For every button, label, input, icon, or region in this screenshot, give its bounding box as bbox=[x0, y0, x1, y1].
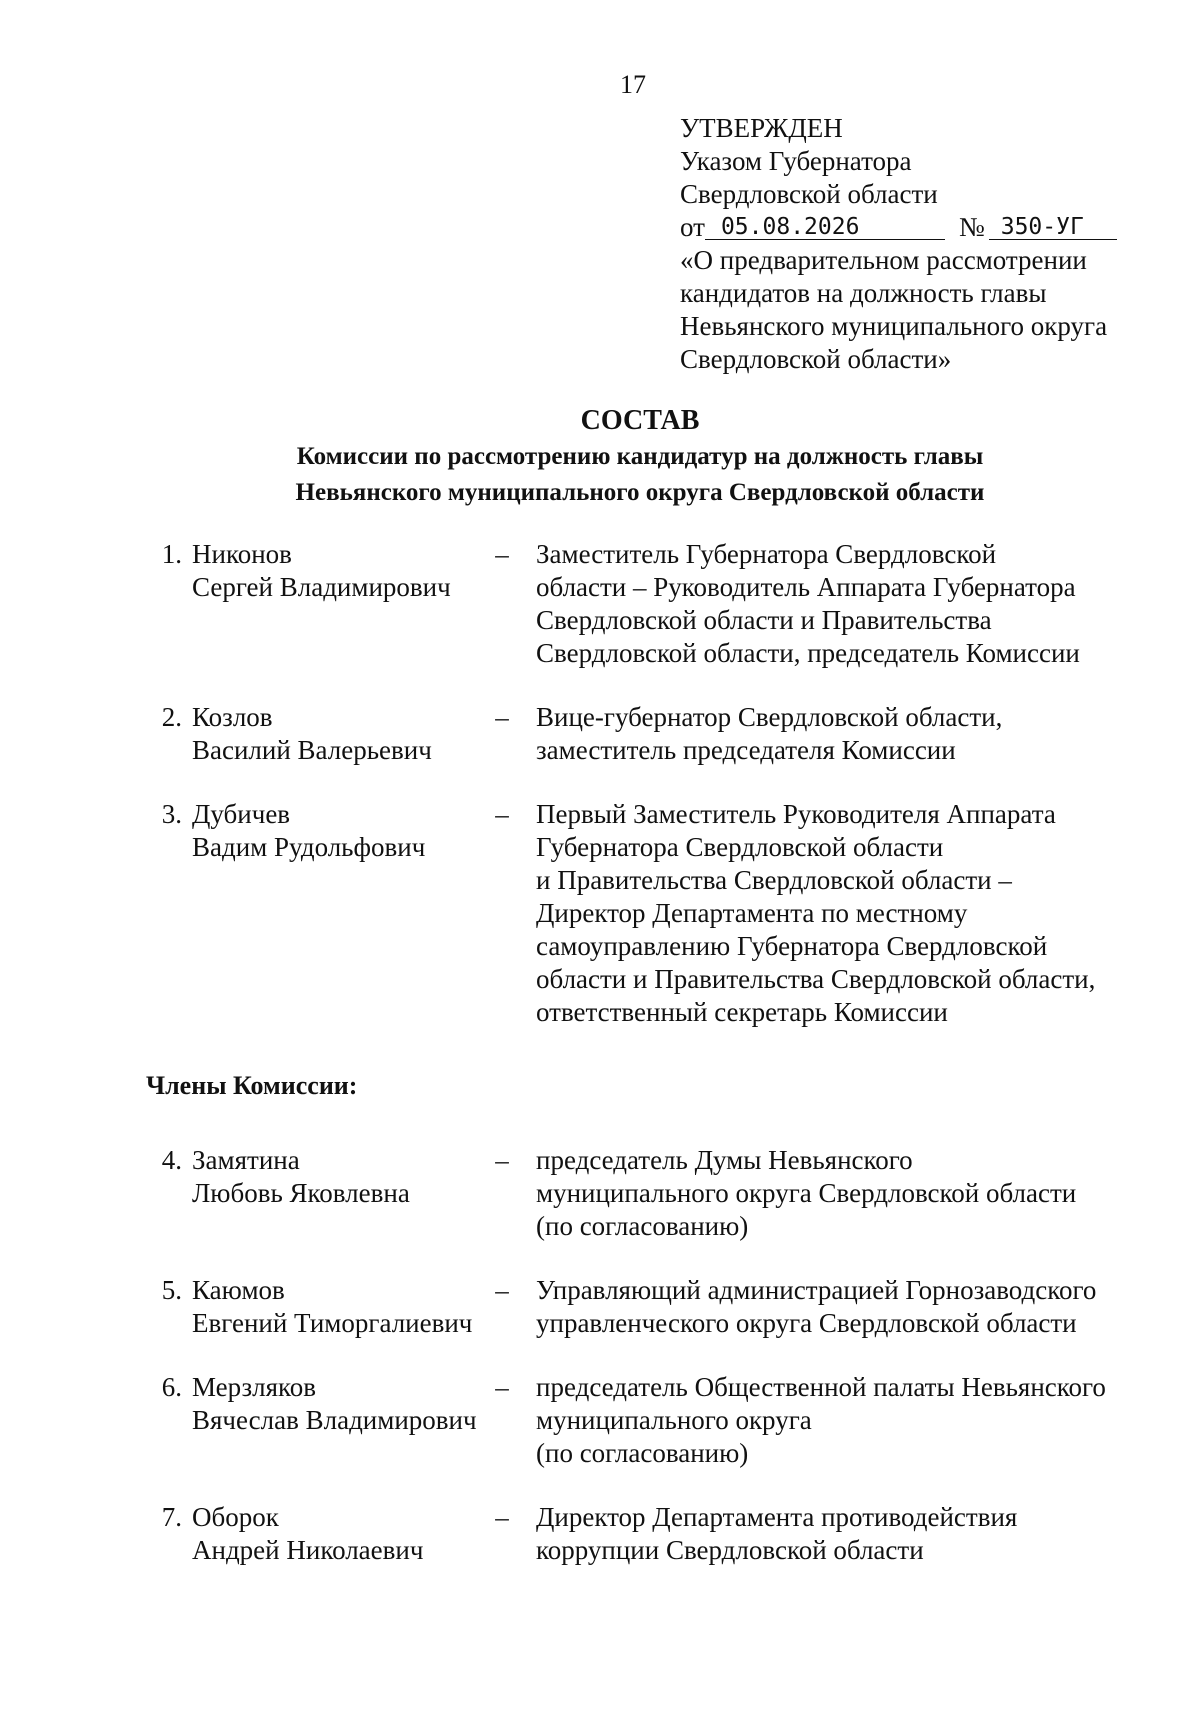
member-name bbox=[182, 1501, 482, 1567]
member-number: 1. bbox=[161, 539, 182, 569]
member-dash: – bbox=[495, 702, 509, 732]
commission-member bbox=[140, 798, 1150, 1029]
heading-title: СОСТАВ bbox=[580, 405, 700, 436]
member-role-line: Первый Заместитель Руководителя Аппарата bbox=[536, 799, 1056, 829]
member-role bbox=[522, 1274, 1150, 1340]
member-role bbox=[522, 701, 1150, 767]
member-number: 3. bbox=[161, 799, 182, 829]
member-role-line: муниципального округа Свердловской области bbox=[536, 1178, 1077, 1208]
commission-member bbox=[140, 538, 1150, 670]
member-surname: Дубичев bbox=[192, 799, 291, 829]
approval-title-line: Невьянского муниципального округа bbox=[680, 311, 1108, 341]
member-name bbox=[182, 1274, 482, 1340]
document-heading bbox=[150, 403, 1130, 511]
member-role-line: председатель Общественной палаты Невьянского bbox=[536, 1372, 1106, 1402]
member-number: 4. bbox=[161, 1145, 182, 1175]
commission-member bbox=[140, 1144, 1150, 1243]
members-list bbox=[140, 1144, 1150, 1567]
member-given-names: Вадим Рудольфович bbox=[192, 832, 426, 862]
member-dash: – bbox=[495, 799, 509, 829]
member-given-names: Евгений Тиморгалиевич bbox=[192, 1308, 473, 1338]
member-role-line: управленческого округа Свердловской области bbox=[536, 1308, 1077, 1338]
member-role-line: и Правительства Свердловской области – bbox=[536, 865, 1012, 895]
date-prefix: от bbox=[680, 212, 705, 242]
member-role-line: области – Руководитель Аппарата Губернатора bbox=[536, 572, 1076, 602]
member-surname: Козлов bbox=[192, 702, 273, 732]
member-name bbox=[182, 701, 482, 767]
approval-title-line: Свердловской области» bbox=[680, 344, 952, 374]
member-surname: Никонов bbox=[192, 539, 292, 569]
member-role-line: Вице-губернатор Свердловской области, bbox=[536, 702, 1003, 732]
member-given-names: Любовь Яковлевна bbox=[192, 1178, 410, 1208]
commission-member bbox=[140, 1371, 1150, 1470]
members-label: Члены Комиссии: bbox=[146, 1071, 358, 1100]
commission-member bbox=[140, 701, 1150, 767]
member-role-line: Директор Департамента противодействия bbox=[536, 1502, 1018, 1532]
member-role-line: Управляющий администрацией Горнозаводского bbox=[536, 1275, 1097, 1305]
member-role-line: заместитель председателя Комиссии bbox=[536, 735, 956, 765]
number-sign: № bbox=[958, 212, 985, 242]
approval-date-number-line bbox=[680, 211, 1117, 244]
member-role-line: ответственный секретарь Комиссии bbox=[536, 997, 948, 1027]
member-dash: – bbox=[495, 1145, 509, 1175]
member-role-line: Губернатора Свердловской области bbox=[536, 832, 944, 862]
member-number: 7. bbox=[161, 1502, 182, 1532]
member-role-line: (по согласованию) bbox=[536, 1438, 749, 1468]
member-role bbox=[522, 1371, 1150, 1470]
member-role-line: председатель Думы Невьянского bbox=[536, 1145, 913, 1175]
member-role-line: области и Правительства Свердловской области, bbox=[536, 964, 1096, 994]
page-number: 17 bbox=[620, 70, 646, 99]
decree-date: 05.08.2026 bbox=[705, 215, 945, 240]
member-role-line: (по согласованию) bbox=[536, 1211, 749, 1241]
member-name bbox=[182, 798, 482, 1029]
approval-title-line: кандидатов на должность главы bbox=[680, 278, 1047, 308]
member-surname: Мерзляков bbox=[192, 1372, 317, 1402]
approval-line: УТВЕРЖДЕН bbox=[680, 113, 843, 143]
member-role-line: Свердловской области и Правительства bbox=[536, 605, 992, 635]
member-dash: – bbox=[495, 1502, 509, 1532]
member-role-line: муниципального округа bbox=[536, 1405, 812, 1435]
approval-title-line: «О предварительном рассмотрении bbox=[680, 245, 1087, 275]
member-role bbox=[522, 1144, 1150, 1243]
member-given-names: Сергей Владимирович bbox=[192, 572, 451, 602]
decree-number: 350-УГ bbox=[989, 215, 1117, 240]
member-dash: – bbox=[495, 539, 509, 569]
approval-block bbox=[680, 112, 1117, 376]
commission-list bbox=[140, 538, 1150, 1598]
leaders-list bbox=[140, 538, 1150, 1029]
heading-subtitle: Невьянского муниципального округа Свердловской области bbox=[295, 479, 985, 506]
member-role bbox=[522, 1501, 1150, 1567]
member-surname: Оборок bbox=[192, 1502, 279, 1532]
heading-subtitle: Комиссии по рассмотрению кандидатур на должность главы bbox=[296, 443, 984, 470]
commission-member bbox=[140, 1274, 1150, 1340]
member-given-names: Вячеслав Владимирович bbox=[192, 1405, 477, 1435]
member-number: 2. bbox=[161, 702, 182, 732]
member-surname: Замятина bbox=[192, 1145, 300, 1175]
member-role bbox=[522, 538, 1150, 670]
member-role-line: Директор Департамента по местному bbox=[536, 898, 968, 928]
member-given-names: Андрей Николаевич bbox=[192, 1535, 424, 1565]
member-role-line: самоуправлению Губернатора Свердловской bbox=[536, 931, 1048, 961]
member-number: 6. bbox=[161, 1372, 182, 1402]
member-name bbox=[182, 1144, 482, 1243]
member-surname: Каюмов bbox=[192, 1275, 285, 1305]
member-dash: – bbox=[495, 1372, 509, 1402]
commission-member bbox=[140, 1501, 1150, 1567]
member-dash: – bbox=[495, 1275, 509, 1305]
member-number: 5. bbox=[161, 1275, 182, 1305]
member-role bbox=[522, 798, 1150, 1029]
member-role-line: Заместитель Губернатора Свердловской bbox=[536, 539, 997, 569]
approval-line: Свердловской области bbox=[680, 179, 938, 209]
member-name bbox=[182, 1371, 482, 1470]
member-given-names: Василий Валерьевич bbox=[192, 735, 432, 765]
approval-line: Указом Губернатора bbox=[680, 146, 912, 176]
member-role-line: коррупции Свердловской области bbox=[536, 1535, 924, 1565]
member-name bbox=[182, 538, 482, 670]
member-role-line: Свердловской области, председатель Комиссии bbox=[536, 638, 1080, 668]
